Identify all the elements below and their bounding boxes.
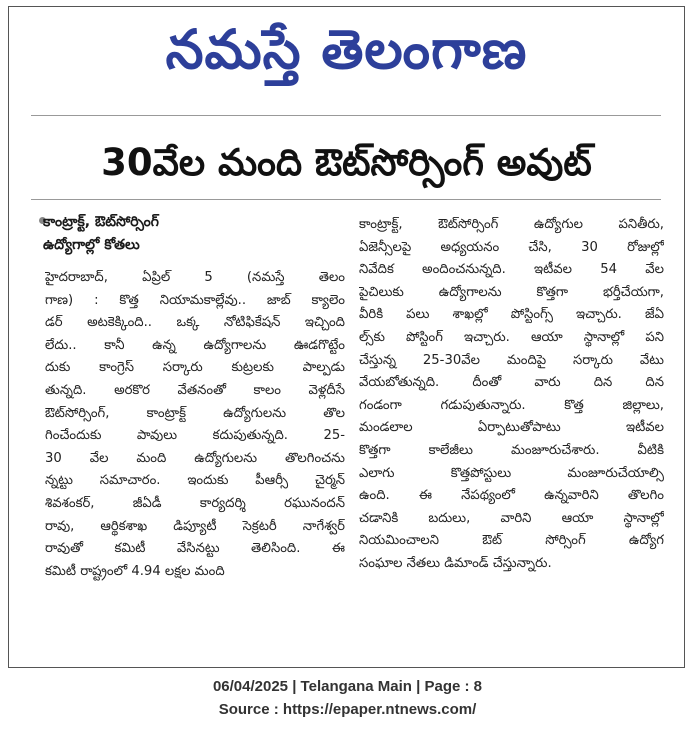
article-line: ఉంది. ఈ నేపథ్యంలో ఉన్నవారిని తొలగిం bbox=[359, 488, 664, 504]
article-line: పైచిలుకు ఉద్యోగాలను కొత్తగా భర్తీచేయగా, bbox=[359, 284, 664, 300]
article-line: కాంట్రాక్ట్, ఔట్‌సోర్సింగ్ ఉద్యోగుల పనితీరు, bbox=[359, 217, 664, 232]
article-line: ల్స్‌కు పోస్టింగ్ ఇచ్చారు. ఆయా స్థానాల్లో పని bbox=[359, 329, 664, 345]
article-line: రావు, ఆర్థికశాఖ డిప్యూటీ సెక్రటరీ నాగేశ్వర్ bbox=[45, 518, 345, 534]
article-line: ఎలాగు కొత్తపోస్టులు మంజూరుచేయాల్సి bbox=[359, 465, 664, 481]
article-line: మండలాల ఏర్పాటుతోపాటు ఇటీవల bbox=[359, 420, 664, 436]
footer-source: Source : https://epaper.ntnews.com/ bbox=[218, 701, 477, 718]
article-line: నివేదిక అందించనున్నది. ఇటీవల 54 వేల bbox=[359, 262, 664, 278]
article-line: న్నట్టు సమాచారం. ఇందుకు పీఆర్సీ చైర్మన్ bbox=[45, 473, 345, 489]
article-line: హైదరాబాద్, ఏప్రిల్ 5 (నమస్తే తెలం bbox=[45, 270, 345, 285]
article-line: రావుతో కమిటీ వేసినట్టు తెలిసింది. ఈ bbox=[45, 541, 345, 557]
article-line: గించేందుకు పావులు కదుపుతున్నది. 25- bbox=[45, 428, 345, 444]
article-line: వేయబోతున్నది. దీంతో వారు దిన దిన bbox=[359, 375, 664, 391]
article-column-1 bbox=[45, 267, 345, 583]
article-line: తున్నది. అరకొర వేతనంతో కాలం వెళ్లదీసే bbox=[45, 382, 345, 398]
subheading-line: కాంట్రాక్ట్, ఔట్‌సోర్సింగ్ bbox=[43, 214, 159, 230]
subheading bbox=[43, 211, 343, 257]
subheading-line: ఉద్యోగాల్లో కోతలు bbox=[43, 237, 140, 253]
article-column-2 bbox=[359, 214, 664, 576]
article-line: వీరికి పలు శాఖల్లో పోస్టింగ్స్ ఇచ్చారు. జేఏ bbox=[359, 307, 664, 323]
headline: 30వేల మంది ఔట్‌సోర్సింగ్ అవుట్ bbox=[101, 141, 592, 184]
article-line: నియమించాలని ఔట్ సోర్సింగ్ ఉద్యోగ bbox=[359, 533, 664, 549]
masthead-logo: నమస్తే తెలంగాణ bbox=[165, 18, 528, 81]
article-line: కొత్తగా కాలేజీలు మంజూరుచేశారు. వీటికి bbox=[359, 442, 664, 458]
article-line: గాణ) : కొత్త నియామకాల్లేవు.. జాబ్ క్యాలెం bbox=[45, 292, 345, 308]
article-line: చేస్తున్న 25-30వేల మందిపై సర్కారు వేటు bbox=[359, 352, 664, 368]
footer-date-edition: 06/04/2025 | Telangana Main | Page : 8 bbox=[212, 678, 483, 695]
article-line: దుకు కాంగ్రెస్ సర్కారు కుట్రలకు పాల్పడు bbox=[45, 360, 345, 376]
article-line: గండంగా గడుపుతున్నారు. కొత్త జిల్లాలు, bbox=[359, 397, 664, 413]
divider bbox=[31, 115, 661, 116]
article-line: లేదు.. కానీ ఉన్న ఉద్యోగాలను ఊడగొట్టేం bbox=[45, 337, 345, 353]
divider bbox=[31, 199, 661, 200]
article-line: 30 వేల మంది ఉద్యోగులను తొలగించను bbox=[45, 450, 345, 466]
article-line: ఏజెన్సీలపై అధ్యయనం చేసి, 30 రోజుల్లో bbox=[359, 239, 664, 255]
article-line: డర్ అటకెక్కింది.. ఒక్క నోటిఫికేషన్ ఇచ్చింది bbox=[45, 315, 345, 331]
article-line: ఔట్‌సోర్సింగ్, కాంట్రాక్ట్ ఉద్యోగులను తొల bbox=[45, 405, 345, 421]
article-line: సంఘాల నేతలు డిమాండ్ చేస్తున్నారు. bbox=[359, 555, 552, 571]
article-line: కమిటీ రాష్ట్రంలో 4.94 లక్షల మంది bbox=[45, 563, 225, 579]
clipping-frame bbox=[8, 6, 685, 668]
article-line: చడానికి బదులు, వారిని ఆయా స్థానాల్లో bbox=[359, 510, 664, 526]
article-line: శివశంకర్, జీఏడీ కార్యదర్శి రఘునందన్ bbox=[45, 495, 345, 511]
